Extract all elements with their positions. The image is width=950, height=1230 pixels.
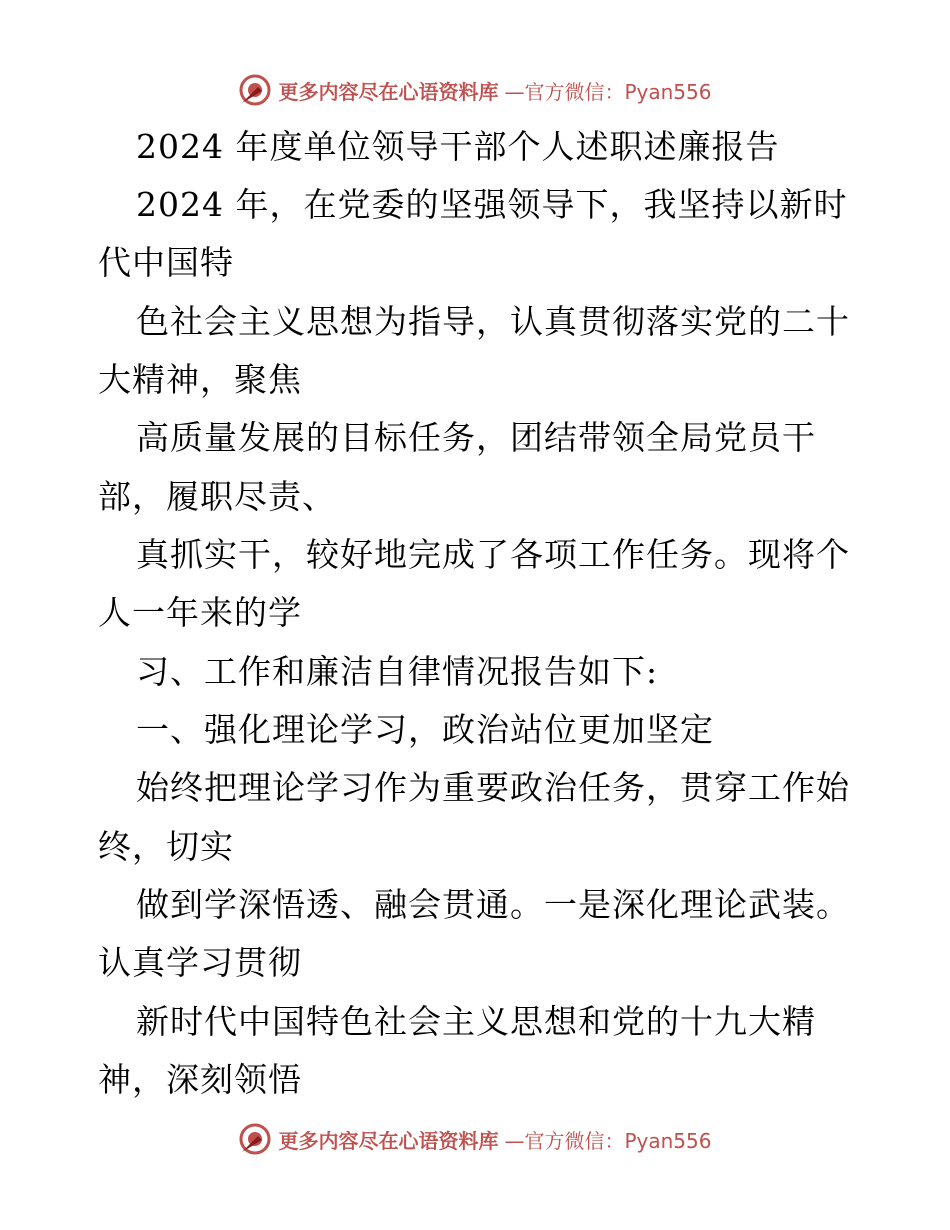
paragraph-line: 做到学深悟透、融会贯通。一是深化理论武装。 (136, 885, 850, 924)
document-title: 2024 年度单位领导干部个人述职述廉报告 (136, 127, 780, 166)
footer-watermark-banner (0, 1117, 950, 1161)
pen-logo-icon (238, 73, 272, 107)
paragraph-line: 神，深刻领悟 (98, 1060, 302, 1099)
banner-main-text: 更多内容尽在心语资料库 (278, 1128, 499, 1153)
banner-tail-text: —官方微信：Pyan556 (504, 79, 712, 104)
banner-main-text: 更多内容尽在心语资料库 (278, 79, 499, 104)
paragraph-line: 2024 年，在党委的坚强领导下，我坚持以新时 (136, 185, 848, 224)
paragraph-line: 部，履职尽责、 (98, 477, 336, 516)
paragraph-line: 大精神，聚焦 (98, 360, 302, 399)
header-watermark-banner (0, 68, 950, 112)
paragraph-line: 真抓实干，较好地完成了各项工作任务。现将个 (136, 535, 850, 574)
paragraph-line: 高质量发展的目标任务，团结带领全局党员干 (136, 418, 816, 457)
paragraph-line: 色社会主义思想为指导，认真贯彻落实党的二十 (136, 302, 850, 341)
paragraph-line: 代中国特 (98, 243, 234, 282)
banner-tail-text: —官方微信：Pyan556 (504, 1128, 712, 1153)
paragraph-line: 新时代中国特色社会主义思想和党的十九大精 (136, 1002, 816, 1041)
paragraph-line: 认真学习贯彻 (98, 943, 302, 982)
pen-logo-icon (238, 1122, 272, 1156)
paragraph-line: 人一年来的学 (98, 593, 302, 632)
paragraph-line: 终，切实 (98, 827, 234, 866)
paragraph-line: 习、工作和廉洁自律情况报告如下: (136, 652, 659, 691)
section-heading: 一、强化理论学习，政治站位更加坚定 (136, 710, 714, 749)
paragraph-line: 始终把理论学习作为重要政治任务，贯穿工作始 (136, 768, 850, 807)
